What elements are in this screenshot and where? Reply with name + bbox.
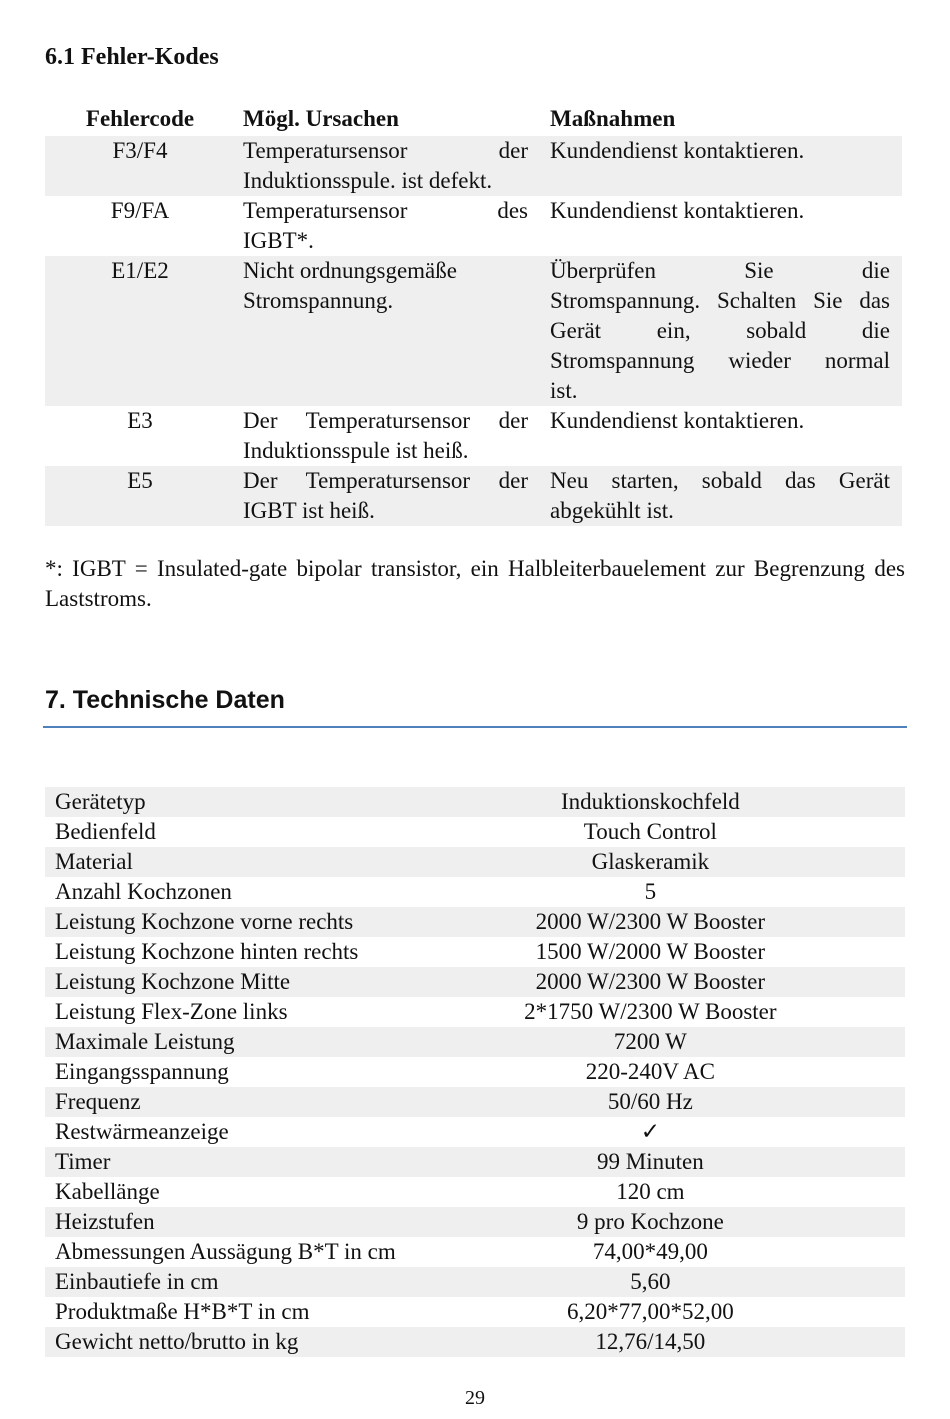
spec-label: Leistung Flex-Zone links [55, 999, 288, 1024]
spec-row [45, 1027, 905, 1057]
spec-value: 9 pro Kochzone [396, 1207, 905, 1237]
spec-value: 120 cm [616, 1179, 685, 1204]
error-codes-table [45, 104, 902, 526]
spec-row [45, 937, 905, 967]
action-line: Neu starten, sobald das Gerät [550, 468, 890, 493]
error-row [45, 196, 902, 256]
spec-value: 2000 W/2300 W Booster [396, 907, 905, 937]
error-row [45, 256, 902, 406]
spec-label: Einbautiefe in cm [45, 1267, 396, 1297]
cause-line: Der Temperatursensor der [243, 468, 528, 493]
spec-label: Material [45, 847, 396, 877]
page-number: 29 [465, 1387, 485, 1409]
error-code: F3/F4 [45, 136, 235, 196]
cause-line: Temperatursensor der [243, 138, 528, 163]
action-line: Stromspannung. Schalten Sie das [550, 288, 890, 313]
heading-underline [43, 726, 907, 728]
spec-row [45, 1207, 905, 1237]
spec-value: Glaskeramik [396, 847, 905, 877]
header-fehlercode: Fehlercode [85, 106, 195, 131]
error-cause [235, 466, 548, 526]
spec-value: 2*1750 W/2300 W Booster [524, 999, 777, 1024]
cause-line: Nicht ordnungsgemäße [243, 258, 457, 283]
action-line: abgekühlt ist. [550, 498, 674, 523]
action-line: ist. [550, 378, 578, 403]
error-action [548, 466, 902, 526]
spec-label: Gerätetyp [45, 787, 396, 817]
error-cause [235, 136, 548, 196]
error-code: E1/E2 [45, 256, 235, 406]
spec-label: Bedienfeld [55, 819, 156, 844]
spec-row [45, 997, 905, 1027]
error-code: E3 [127, 408, 153, 433]
spec-value: 1500 W/2000 W Booster [535, 939, 766, 964]
action-line: Überprüfen Sie die [550, 258, 890, 283]
cause-line: IGBT ist heiß. [243, 498, 375, 523]
spec-row [45, 1297, 905, 1327]
spec-label: Heizstufen [45, 1207, 396, 1237]
error-action [548, 406, 902, 466]
spec-row [45, 817, 905, 847]
spec-label: Leistung Kochzone vorne rechts [45, 907, 396, 937]
header-massnahmen: Maßnahmen [550, 106, 676, 131]
spec-value: 6,20*77,00*52,00 [566, 1299, 734, 1324]
spec-value: 2000 W/2300 W Booster [396, 967, 905, 997]
spec-label: Abmessungen Aussägung B*T in cm [55, 1239, 396, 1264]
error-cause [235, 406, 548, 466]
error-code: F9/FA [110, 198, 170, 223]
error-action [548, 196, 902, 256]
section-7-title: 7. Technische Daten [45, 686, 285, 714]
section-6-1-title: 6.1 Fehler-Kodes [45, 44, 219, 70]
igbt-footnote: *: IGBT = Insulated-gate bipolar transistor, ein Halbleiterbauelement zur Begrenzung des Laststroms. [45, 556, 905, 611]
error-row [45, 466, 902, 526]
spec-value: ✓ [640, 1119, 660, 1144]
action-line: Kundendienst kontaktieren. [550, 408, 805, 433]
error-action [548, 256, 902, 406]
spec-label: Maximale Leistung [45, 1027, 396, 1057]
cause-line: Der Temperatursensor der [243, 408, 528, 433]
spec-label: Anzahl Kochzonen [55, 879, 232, 904]
spec-row [45, 1327, 905, 1357]
spec-value: Induktionskochfeld [396, 787, 905, 817]
spec-value: 5,60 [396, 1267, 905, 1297]
spec-label: Timer [45, 1147, 396, 1177]
spec-value: 12,76/14,50 [396, 1327, 905, 1357]
spec-row [45, 847, 905, 877]
spec-label: Kabellänge [55, 1179, 160, 1204]
error-cause [235, 196, 548, 256]
spec-row [45, 1087, 905, 1117]
spec-value: 5 [644, 879, 657, 904]
spec-value: 50/60 Hz [396, 1087, 905, 1117]
spec-label: Leistung Kochzone hinten rechts [55, 939, 359, 964]
spec-label: Eingangsspannung [55, 1059, 229, 1084]
spec-row [45, 1147, 905, 1177]
header-ursachen: Mögl. Ursachen [243, 106, 399, 131]
error-row [45, 136, 902, 196]
spec-label: Gewicht netto/brutto in kg [45, 1327, 396, 1357]
spec-value: 74,00*49,00 [592, 1239, 708, 1264]
spec-value: 7200 W [396, 1027, 905, 1057]
action-line: Kundendienst kontaktieren. [550, 138, 805, 163]
cause-line: Stromspannung. [243, 288, 394, 313]
cause-line: Induktionsspule. ist defekt. [243, 168, 493, 193]
spec-label: Restwärmeanzeige [55, 1119, 229, 1144]
cause-line: IGBT*. [243, 228, 314, 253]
spec-row [45, 877, 905, 907]
action-line: Kundendienst kontaktieren. [550, 198, 805, 223]
spec-row [45, 967, 905, 997]
action-line: Gerät ein, sobald die [550, 318, 890, 343]
spec-row [45, 907, 905, 937]
spec-value: Touch Control [583, 819, 717, 844]
spec-label: Leistung Kochzone Mitte [45, 967, 396, 997]
action-line: Stromspannung wieder normal [550, 348, 890, 373]
spec-value: 220-240V AC [585, 1059, 716, 1084]
error-code: E5 [45, 466, 235, 526]
spec-row [45, 787, 905, 817]
cause-line: Induktionsspule ist heiß. [243, 438, 469, 463]
spec-row [45, 1117, 905, 1147]
error-table-header [45, 104, 902, 136]
error-cause [235, 256, 548, 406]
spec-label: Frequenz [45, 1087, 396, 1117]
spec-value: 99 Minuten [396, 1147, 905, 1177]
error-action [548, 136, 902, 196]
spec-row [45, 1177, 905, 1207]
error-row [45, 406, 902, 466]
spec-row [45, 1267, 905, 1297]
spec-row [45, 1057, 905, 1087]
cause-line: Temperatursensor des [243, 198, 528, 223]
spec-row [45, 1237, 905, 1267]
spec-label: Produktmaße H*B*T in cm [55, 1299, 310, 1324]
technical-data-table [45, 787, 905, 1357]
